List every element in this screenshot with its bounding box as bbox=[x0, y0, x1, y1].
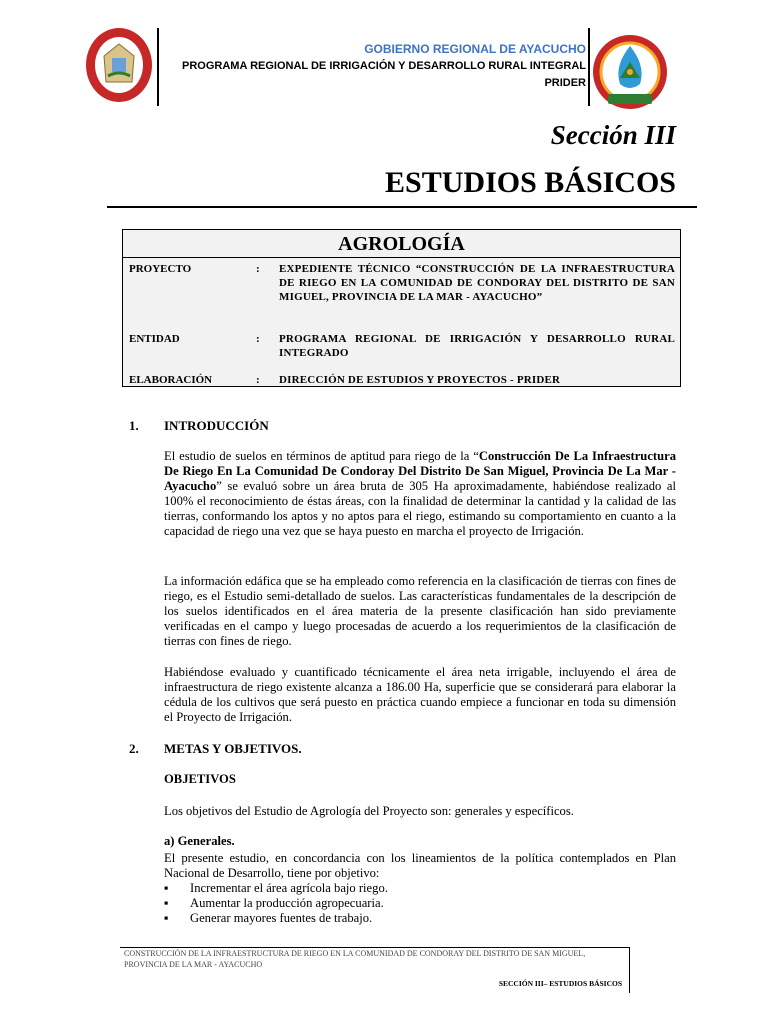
list-item bbox=[164, 881, 388, 896]
section-1-title: INTRODUCCIÓN bbox=[164, 418, 269, 433]
intro-paragraph-3: Habiéndose evaluado y cuantificado técnicamente el área neta irrigable, incluyendo el área de infraestructura de riego existente alcanza a 186.00 Ha, superficie que se considerará para elaborar la cédula de los cultivos que será puesto en práctica cuando empiece a funcionar en toda su dimensión el Proyecto de Irrigación. bbox=[164, 665, 676, 724]
title-underline bbox=[107, 206, 697, 208]
intro-paragraph-1-start: El estudio de suelos en términos de aptitud para riego de la “ bbox=[164, 449, 479, 463]
bullet-icon: ▪ bbox=[164, 896, 169, 910]
info-box-heading: AGROLOGÍA bbox=[123, 230, 680, 258]
intro-paragraph-1 bbox=[164, 449, 676, 539]
objectives-paragraph: Los objetivos del Estudio de Agrología del Proyecto son: generales y específicos. bbox=[164, 804, 574, 818]
list-item-text: Generar mayores fuentes de trabajo. bbox=[190, 911, 373, 925]
header-program-line1: PROGRAMA REGIONAL DE IRRIGACIÓN Y DESARROLLO RURAL INTEGRAL bbox=[182, 60, 586, 72]
list-item bbox=[164, 911, 372, 926]
header-program-name bbox=[170, 58, 586, 92]
info-key: ELABORACIÓN bbox=[129, 374, 213, 386]
info-value: EXPEDIENTE TÉCNICO “CONSTRUCCIÓN DE LA INFRAESTRUCTURA DE RIEGO EN LA COMUNIDAD DE CONDORAY DEL DISTRITO DE SAN MIGUEL, PROVINCIA DE LA MAR - AYACUCHO” bbox=[279, 263, 675, 303]
info-separator: : bbox=[256, 263, 260, 275]
header-program-line2: PRIDER bbox=[544, 77, 586, 89]
section-2-number: 2. bbox=[129, 741, 139, 756]
gobierno-regional-seal-logo bbox=[84, 26, 154, 104]
info-value: DIRECCIÓN DE ESTUDIOS Y PROYECTOS - PRIDER bbox=[279, 374, 561, 386]
section-title: Sección III bbox=[550, 120, 676, 150]
bullet-icon: ▪ bbox=[164, 881, 169, 895]
footer-section-label: SECCIÓN III– ESTUDIOS BÁSICOS bbox=[498, 979, 622, 988]
info-separator: : bbox=[256, 374, 260, 386]
footer-project-text: CONSTRUCCIÓN DE LA INFRAESTRUCTURA DE RIEGO EN LA COMUNIDAD DE CONDORAY DEL DISTRITO DE SAN MIGUEL, PROVINCIA DE LA MAR - AYACUCHO bbox=[124, 949, 586, 969]
project-info-box bbox=[122, 229, 681, 387]
prider-logo bbox=[590, 32, 670, 112]
list-item-text: Aumentar la producción agropecuaria. bbox=[190, 896, 384, 910]
info-separator: : bbox=[256, 333, 260, 345]
bullet-icon: ▪ bbox=[164, 911, 169, 925]
intro-paragraph-2: La información edáfica que se ha empleado como referencia en la clasificación de tierras con fines de riego, es el Estudio semi-detallado de suelos. Las características fundamentales de la descripción de los suelos identificados en el área materia de la presente clasificación han sido previamente verificadas en el campo y luego procesadas de acuerdo a los requerimientos de la clasificación de tierras con fines de riego. bbox=[164, 574, 676, 648]
generales-heading: a) Generales. bbox=[164, 834, 235, 848]
section-1-number: 1. bbox=[129, 418, 139, 433]
section-2-title: METAS Y OBJETIVOS. bbox=[164, 741, 302, 756]
header-divider-left bbox=[157, 28, 159, 106]
main-title: ESTUDIOS BÁSICOS bbox=[385, 166, 676, 199]
footer-divider bbox=[629, 947, 630, 993]
info-key: PROYECTO bbox=[129, 263, 192, 275]
objectives-subheading: OBJETIVOS bbox=[164, 772, 236, 786]
intro-paragraph-1-rest: ” se evaluó sobre un área bruta de 305 Ha aproximadamente, habiéndose realizado al 100% el reconocimiento de éstas áreas, con la finalidad de determinar la cantidad y la calidad de las tierras, conformando los aptos y no aptos para el riego, estimando su comportamiento en cuanto a la capacidad de riego una vez que se haya puesto en marcha el proyecto de Irrigación. bbox=[164, 479, 676, 538]
info-value: PROGRAMA REGIONAL DE IRRIGACIÓN Y DESARROLLO RURAL INTEGRADO bbox=[279, 333, 675, 359]
list-item bbox=[164, 896, 384, 911]
header-government-name: GOBIERNO REGIONAL DE AYACUCHO bbox=[364, 42, 586, 56]
project-name-bold: Construcción De La Infraestructura De Riego En La Comunidad De Condoray Del Distrito De San Miguel, Provincia De La Mar - Ayacucho bbox=[164, 449, 676, 493]
generales-paragraph: El presente estudio, en concordancia con los lineamientos de la política contemplados en Plan Nacional de Desarrollo, tiene por objetivo: bbox=[164, 851, 676, 880]
info-key: ENTIDAD bbox=[129, 333, 180, 345]
list-item-text: Incrementar el área agrícola bajo riego. bbox=[190, 881, 388, 895]
